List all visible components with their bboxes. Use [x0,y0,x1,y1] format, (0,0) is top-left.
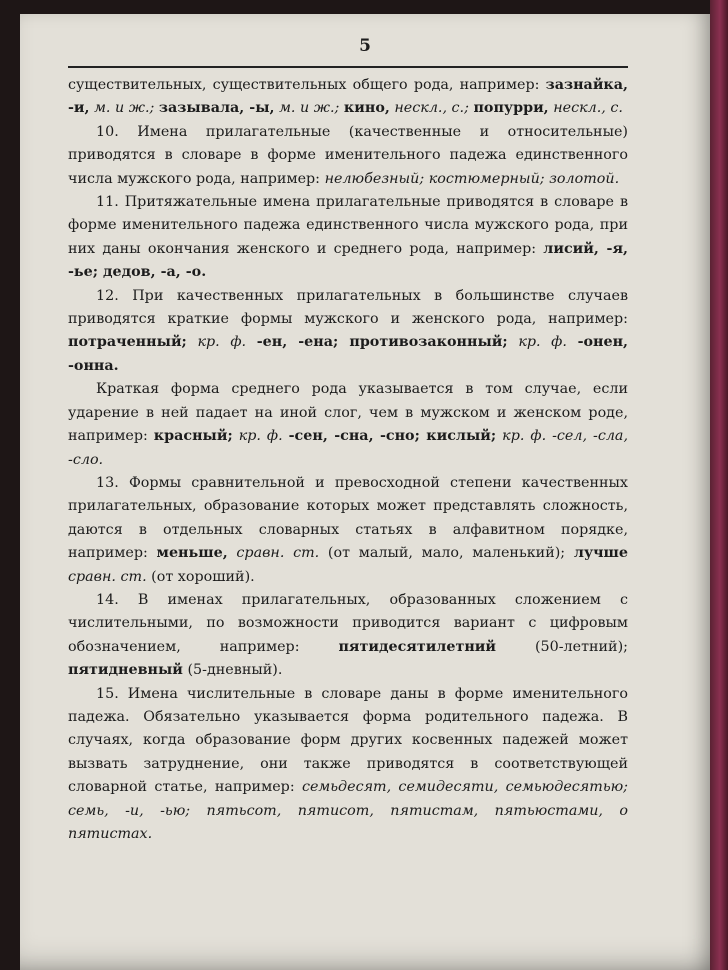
text-run: Краткая форма среднего рода указывается в том случае, если ударение в ней падает на иной слог, чем в мужском и женском роде, например: [68,381,628,445]
italic-term: кр. ф. [518,334,567,351]
text-run: 12. При качественных прилагательных в большинстве случаев приводятся краткие формы мужского и женского рода, например: [68,287,628,328]
paragraph [68,121,628,191]
paragraph [68,472,628,589]
text-run [508,334,519,350]
bold-term: попурри, [473,100,549,117]
italic-term: нескл., с.; [394,100,469,117]
text-run: 10. Имена прилагательные (качественные и относительные) приводятся в словаре в форме именительного падежа единственного числа мужского рода, например: [68,123,628,187]
bold-term: -онен, -онна. [68,334,629,374]
italic-term: кр. ф. [238,428,283,445]
italic-term: семьдесят, семидесяти, семьюдесятью; семь, -и, -ью; пятьсот, пятисот, пятистам, пятьюстами, о пятистах. [68,779,628,842]
italic-term: сравн. ст. [236,545,320,562]
bold-term: кино, [343,100,390,117]
text-run [187,334,198,350]
bold-term: лисий, -я, -ье; дедов, -а, -о. [68,240,629,281]
text-run: (от хороший). [146,568,255,585]
bold-term: зазнайка, -и, [68,77,628,117]
book-cover-edge [710,0,728,970]
paragraph [68,589,628,683]
paragraph [68,191,628,285]
bold-term: пятидесятилетний [338,638,497,655]
bold-term: -сен, -сна, -сно; кислый; [288,428,497,445]
bold-term: пятидневный [68,662,183,679]
paragraph [68,285,628,379]
bold-term: лучше [573,545,629,562]
italic-term: м. и ж.; [94,100,155,117]
header-rule [68,66,628,68]
paragraph [68,74,628,121]
italic-term: нелюбезный; костюмерный; золотой. [324,170,620,187]
italic-term: кр. ф. -сел, -сла, -сло. [68,428,628,468]
text-run: (от малый, мало, маленький); [319,545,574,562]
page-number: 5 [359,36,371,56]
paragraph [68,378,628,472]
text-run: (5-дневный). [182,662,283,679]
bold-term: красный; [153,428,233,445]
text-run: 14. В именах прилагательных, образованных сложением с числительными, по возможности приводится вариант с цифровым обозначением, например: [68,591,628,655]
italic-term: нескл., с. [553,100,623,117]
text-run [246,334,257,350]
bold-term: меньше, [156,545,228,562]
text-run: 15. Имена числительные в словаре даны в форме именительного падежа. Обязательно указывается форма родительного падежа. В случаях, когда образование форм других косвенных падежей может вызвать затруднение, они также приводятся в соответствующей словарной статье, например: [68,685,628,796]
italic-term: кр. ф. [197,334,247,351]
text-run: (50-летний); [496,638,628,655]
text-run: 13. Формы сравнительной и превосходной степени качественных прилагательных, образование которых может представлять сложность, даются в отдельных словарных статьях в алфавитном порядке, например: [68,474,628,562]
text-run: 11. Притяжательные имена прилагательные приводятся в словаре в форме именительного падежа единственного числа мужского рода, при них даны окончания женского и среднего рода, например: [68,194,628,257]
bold-term: зазывала, -ы, [158,100,275,117]
page-body-text [68,74,628,846]
text-run: существительных, существительных общего рода, например: [68,77,546,93]
italic-term: м. и ж.; [279,100,340,117]
text-run [567,334,578,350]
bold-term: -ен, -ена; противозаконный; [256,334,508,351]
book-page [20,14,710,970]
paragraph [68,683,628,847]
bold-term: потраченный; [68,334,187,351]
italic-term: сравн. ст. [68,568,147,585]
